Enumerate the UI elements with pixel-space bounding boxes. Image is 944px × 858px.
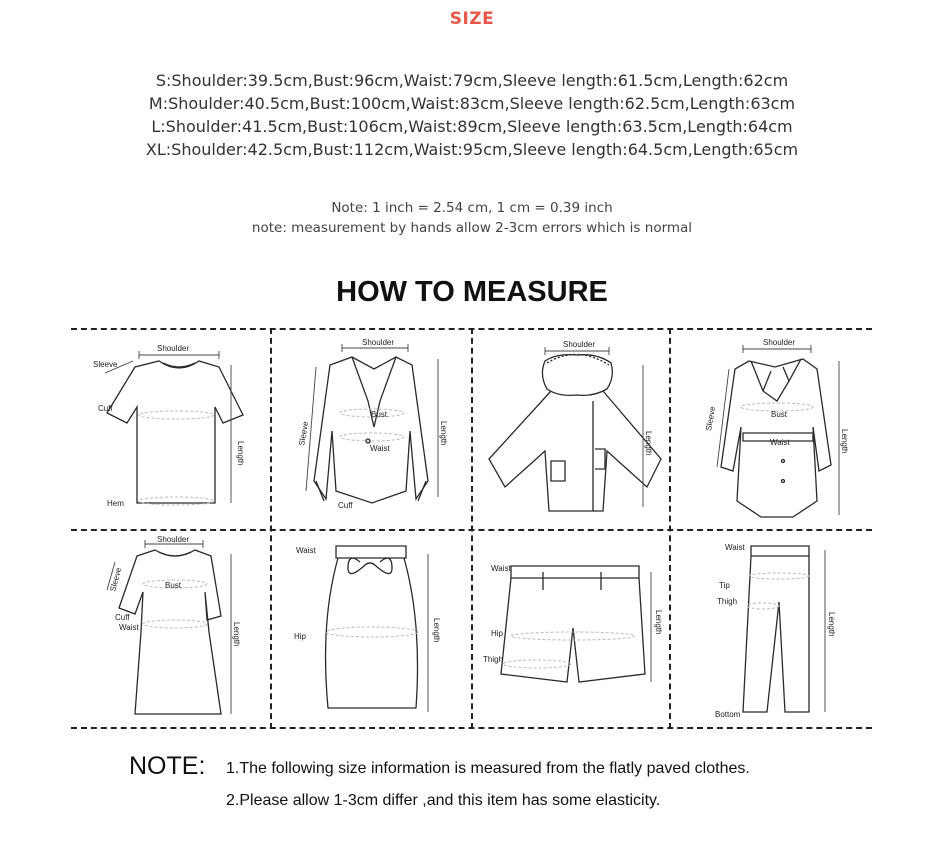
label-hip: Hip [491, 629, 504, 638]
size-row-m: M:Shoulder:40.5cm,Bust:100cm,Waist:83cm,Sleeve length:62.5cm,Length:63cm [148, 94, 796, 113]
label-length: Length [236, 441, 245, 466]
label-cuff: Cuff [98, 404, 113, 413]
label-shoulder: Shoulder [362, 338, 395, 347]
label-tip: Tip [719, 581, 730, 590]
label-waist: Waist [296, 546, 316, 555]
footer-note-1: 1.The following size information is measured from the flatly paved clothes. [226, 760, 750, 777]
size-row-s: S:Shoulder:39.5cm,Bust:96cm,Waist:79cm,Sleeve length:61.5cm,Length:62cm [155, 71, 789, 90]
label-cuff: Cuff [338, 501, 353, 510]
label-bottom: Bottom [715, 710, 741, 719]
label-shoulder: Shoulder [763, 338, 796, 347]
label-length: Length [439, 421, 448, 446]
blazer-diagram [272, 331, 470, 529]
tshirt-diagram [71, 331, 269, 529]
label-length: Length [654, 610, 663, 635]
label-waist: Waist [725, 543, 745, 552]
coat-diagram [671, 331, 869, 529]
measure-diagram-grid [71, 328, 872, 729]
size-row-xl: XL:Shoulder:42.5cm,Bust:112cm,Waist:95cm,Sleeve length:64.5cm,Length:65cm [145, 140, 799, 159]
label-length: Length [432, 618, 441, 643]
label-hem: Hem [107, 499, 124, 508]
label-waist: Waist [370, 444, 390, 453]
pants-diagram [671, 532, 869, 730]
footer-note-label: NOTE: [129, 752, 206, 780]
error-note: note: measurement by hands allow 2-3cm errors which is normal [251, 220, 693, 236]
label-length: Length [232, 622, 241, 647]
label-hip: Hip [294, 632, 307, 641]
label-bust: Bust [371, 410, 388, 419]
label-sleeve: Sleeve [297, 420, 311, 447]
label-bust: Bust [165, 581, 182, 590]
label-thigh: Thigh [717, 597, 738, 606]
label-shoulder: Shoulder [157, 535, 190, 544]
label-bust: Bust [771, 410, 788, 419]
footer-note-2: 2.Please allow 1-3cm differ ,and this item has some elasticity. [226, 792, 661, 809]
label-length: Length [840, 429, 849, 454]
label-waist: Waist [770, 438, 790, 447]
size-list [0, 69, 944, 161]
label-shoulder: Shoulder [157, 344, 190, 353]
label-sleeve: Sleeve [93, 360, 118, 369]
cape-diagram [473, 331, 671, 529]
label-thigh: Thigh [483, 655, 504, 664]
label-waist: Waist [119, 623, 139, 632]
label-length: Length [644, 431, 653, 456]
size-title: SIZE [449, 9, 495, 29]
skirt-diagram [272, 532, 470, 730]
conversion-notes [0, 198, 944, 238]
label-sleeve: Sleeve [108, 566, 124, 593]
label-sleeve: Sleeve [704, 405, 718, 432]
label-length: Length [827, 612, 836, 637]
label-shoulder: Shoulder [563, 340, 596, 349]
label-waist: Waist [491, 564, 511, 573]
size-row-l: L:Shoulder:41.5cm,Bust:106cm,Waist:89cm,Sleeve length:63.5cm,Length:64cm [151, 117, 793, 136]
dress-diagram [71, 532, 269, 730]
how-to-measure-title: HOW TO MEASURE [336, 276, 608, 308]
label-cuff: Cuff [115, 613, 130, 622]
conversion-note: Note: 1 inch = 2.54 cm, 1 cm = 0.39 inch [331, 200, 613, 216]
shorts-diagram [473, 532, 671, 730]
